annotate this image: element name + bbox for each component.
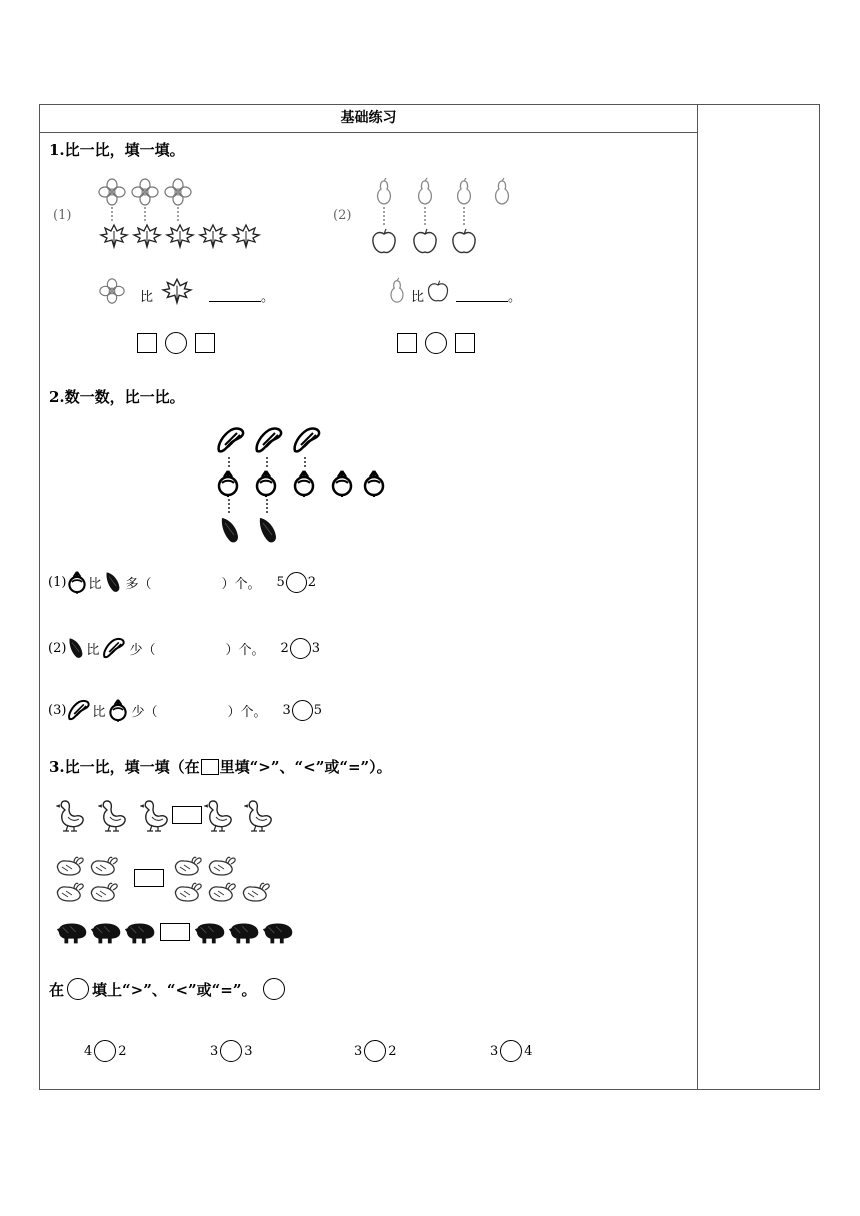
- q2-item-1: [48, 570, 316, 594]
- q3-rabbit-group: [52, 855, 292, 909]
- compare-right: 4: [524, 1043, 533, 1059]
- q3-pig-row: [55, 919, 295, 945]
- q1-part2-picture: [370, 177, 530, 257]
- compare-left: 3: [354, 1043, 363, 1059]
- pig-icon: [261, 919, 295, 945]
- corn-icon: [66, 636, 86, 660]
- duck-icon: [204, 797, 234, 833]
- q3-title-part2: 里填“>”、“<”或“=”）。: [219, 758, 392, 776]
- q2-compare-left: 2: [280, 640, 289, 656]
- pig-icon: [123, 919, 157, 945]
- q2-item-bi: 比: [88, 576, 102, 592]
- q2-item-bi: 比: [86, 642, 100, 658]
- corn-icon: [222, 518, 238, 542]
- q2-item-tail: ）个。: [221, 576, 261, 592]
- q2-compare-left: 3: [282, 702, 291, 718]
- q1-part1-picture: [97, 177, 297, 257]
- q2-picture: [215, 425, 415, 547]
- compare-left: 3: [210, 1043, 219, 1059]
- answer-square[interactable]: [455, 333, 475, 353]
- pig-icon: [227, 919, 261, 945]
- answer-circle[interactable]: [220, 1040, 242, 1062]
- compare-box[interactable]: [172, 806, 202, 824]
- q1-part2-sentence: [385, 277, 521, 305]
- rabbit-icon: [170, 855, 204, 877]
- answer-circle[interactable]: [165, 332, 187, 354]
- pear-icon: [378, 178, 391, 204]
- duck-icon: [56, 797, 86, 833]
- compare-right: 2: [118, 1043, 127, 1059]
- radish-icon: [66, 570, 88, 594]
- q3-compare-3: [354, 1040, 397, 1062]
- rabbit-icon: [86, 855, 120, 877]
- answer-square[interactable]: [195, 333, 215, 353]
- q2-compare-right: 5: [313, 702, 323, 718]
- q1-part2-period: 。: [508, 289, 522, 305]
- radish-icon: [219, 471, 237, 497]
- apple-icon: [426, 278, 450, 304]
- q2-item-tail: ）个。: [227, 704, 267, 720]
- q3-fill-part1: 在: [49, 980, 65, 999]
- q3-fill-part2: 填上“>”、“<”或“=”。: [92, 980, 257, 999]
- answer-circle[interactable]: [500, 1040, 522, 1062]
- q3-fill-instruction: [49, 978, 285, 1000]
- header-title: 基础练习: [340, 110, 397, 126]
- worksheet-table: [39, 104, 820, 1090]
- answer-circle[interactable]: [94, 1040, 116, 1062]
- pig-icon: [193, 919, 227, 945]
- answer-square[interactable]: [397, 333, 417, 353]
- q2-item-label: (2): [48, 640, 67, 656]
- q2-item-word: 少（: [129, 642, 156, 658]
- q3-compare-1: [84, 1040, 127, 1062]
- rabbit-icon: [52, 881, 86, 903]
- answer-circle[interactable]: [290, 638, 311, 659]
- square-icon: [201, 759, 219, 775]
- q1-part1-label: (1): [53, 208, 72, 223]
- answer-circle[interactable]: [425, 332, 447, 354]
- answer-circle[interactable]: [292, 700, 313, 721]
- q2-compare-right: 3: [311, 640, 321, 656]
- rabbit-icon: [204, 855, 238, 877]
- answer-circle[interactable]: [263, 978, 285, 1000]
- pear-icon: [385, 277, 409, 305]
- compare-box[interactable]: [134, 869, 164, 887]
- shoe-icon: [101, 636, 127, 660]
- q1-title: 1.比一比，填一填。: [49, 141, 185, 159]
- q3-compare-2: [210, 1040, 253, 1062]
- q2-item-word: 多（: [125, 576, 152, 592]
- radish-icon: [107, 698, 129, 722]
- rabbit-icon: [238, 881, 272, 903]
- duck-icon: [140, 797, 170, 833]
- q1-part2-label: (2): [333, 208, 352, 223]
- q1-part1-period: 。: [261, 289, 275, 305]
- rabbit-icon: [52, 855, 86, 877]
- duck-icon: [98, 797, 128, 833]
- q2-item-3: [48, 698, 322, 722]
- apple-icon: [373, 229, 395, 253]
- q3-title: [49, 756, 392, 777]
- shoe-icon: [66, 698, 92, 722]
- q2-compare-right: 2: [307, 574, 317, 590]
- answer-circle[interactable]: [364, 1040, 386, 1062]
- flower-icon: [98, 277, 126, 305]
- q2-item-bi: 比: [92, 704, 106, 720]
- pig-icon: [55, 919, 89, 945]
- compare-right: 3: [244, 1043, 253, 1059]
- shoe-icon: [219, 429, 243, 452]
- q1-part2-blank[interactable]: [456, 291, 508, 302]
- rabbit-icon: [204, 881, 238, 903]
- q3-duck-row: [56, 797, 274, 833]
- compare-left: 3: [490, 1043, 499, 1059]
- q1-part1-answer: [137, 332, 215, 354]
- q1-part2-answer: [397, 332, 475, 354]
- q2-item-word: 少（: [131, 704, 158, 720]
- maple-leaf-icon: [101, 225, 127, 247]
- flower-icon: [99, 179, 125, 205]
- q2-item-tail: ）个。: [225, 642, 265, 658]
- rabbit-icon: [170, 881, 204, 903]
- side-column-divider: [697, 105, 698, 1089]
- circle-icon: [67, 978, 89, 1000]
- q1-part1-blank[interactable]: [209, 291, 261, 302]
- table-header: [40, 105, 697, 133]
- compare-box[interactable]: [160, 923, 190, 941]
- compare-right: 2: [388, 1043, 397, 1059]
- q2-item-label: (1): [48, 574, 67, 590]
- pig-icon: [89, 919, 123, 945]
- corn-icon: [103, 570, 123, 594]
- answer-circle[interactable]: [286, 572, 307, 593]
- maple-leaf-icon: [161, 277, 193, 305]
- q1-part2-bi: 比: [411, 289, 425, 305]
- answer-square[interactable]: [137, 333, 157, 353]
- q1-part1-bi: 比: [140, 289, 154, 305]
- rabbit-icon: [86, 881, 120, 903]
- q2-item-2: [48, 636, 320, 660]
- q2-item-label: (3): [48, 702, 67, 718]
- duck-icon: [244, 797, 274, 833]
- q1-part1-sentence: [98, 277, 274, 305]
- compare-left: 4: [84, 1043, 93, 1059]
- q2-compare-left: 5: [276, 574, 285, 590]
- q2-title: 2.数一数，比一比。: [49, 388, 185, 406]
- q3-title-part1: 3.比一比，填一填（在: [49, 758, 200, 776]
- q3-compare-4: [490, 1040, 533, 1062]
